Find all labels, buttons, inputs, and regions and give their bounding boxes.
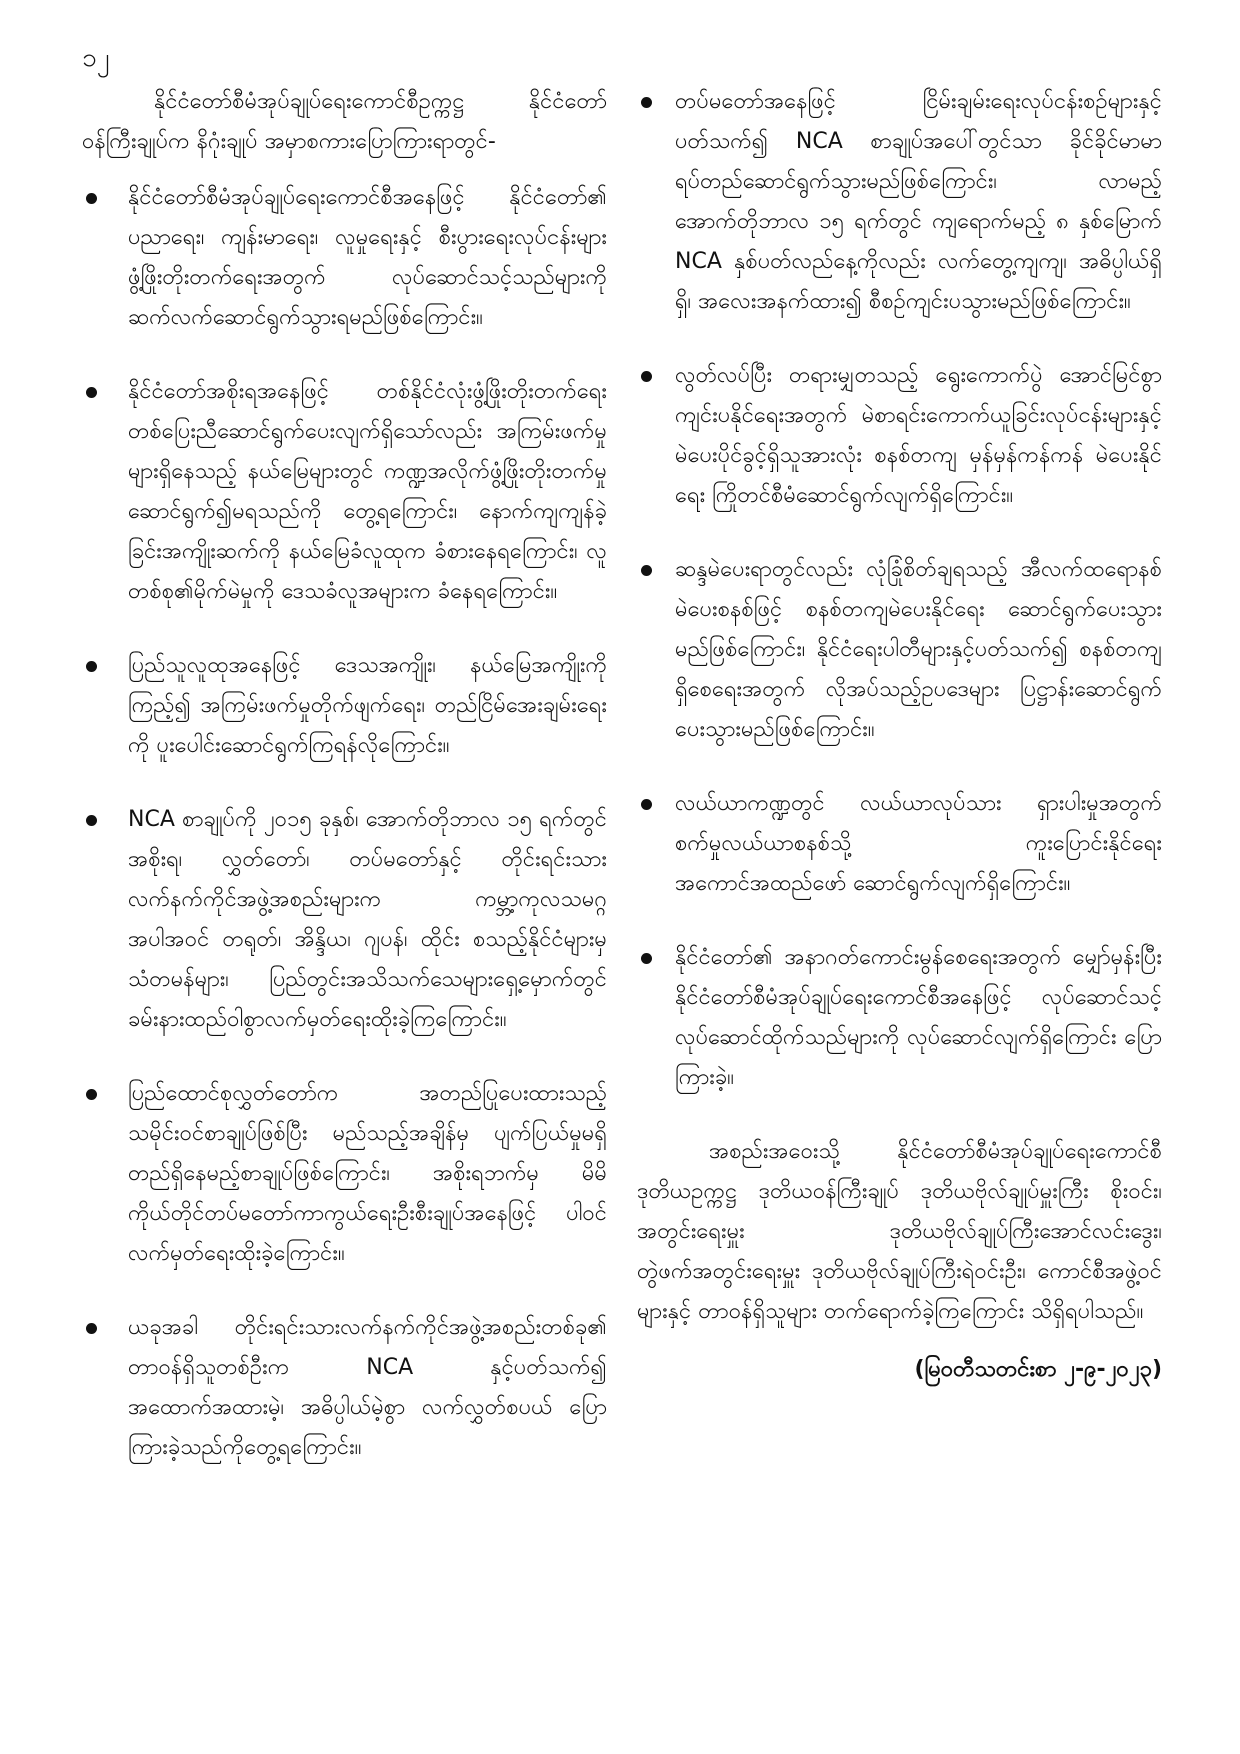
right-bullet-list xyxy=(637,82,1162,1098)
bullet-item: လယ်ယာကဏ္ဍတွင် လယ်ယာလုပ်သား ရှားပါးမှုအတွက် စက်မှုလယ်ယာစနစ်သို့ ကူးပြောင်းနိုင်ရေး အကောင်အထည်ဖော် ဆောင်ရွက်လျက်ရှိကြောင်း။ xyxy=(637,784,1162,904)
bullet-item: နိုင်ငံတော်၏ အနာဂတ်ကောင်းမွန်စေရေးအတွက် မျှော်မှန်းပြီး နိုင်ငံတော်စီမံအုပ်ချုပ်ရေးကောင်စီအနေဖြင့် လုပ်ဆောင်သင့် လုပ်ဆောင်ထိုက်သည်များကို လုပ်ဆောင်လျက်ရှိကြောင်း ပြောကြားခဲ့။ xyxy=(637,938,1162,1098)
bullet-item: နိုင်ငံတော်စီမံအုပ်ချုပ်ရေးကောင်စီအနေဖြင့် နိုင်ငံတော်၏ ပညာရေး၊ ကျန်းမာရေး၊ လူမှုရေးနှင့် စီးပွားရေးလုပ်ငန်းများ ဖွံ့ဖြိုးတိုးတက်ရေးအတွက် လုပ်ဆောင်သင့်သည်များကို ဆက်လက်ဆောင်ရွက်သွားရမည်ဖြစ်ကြောင်း။ xyxy=(82,178,607,338)
source-citation: (မြဝတီသတင်းစာ ၂-၉-၂၀၂၃) xyxy=(914,1357,1162,1382)
bullet-item: ယခုအခါ တိုင်းရင်းသားလက်နက်ကိုင်အဖွဲ့အစည်းတစ်ခု၏ တာဝန်ရှိသူတစ်ဦးက NCA နှင့်ပတ်သက်၍ အထောက်အထားမဲ့၊ အဓိပ္ပါယ်မဲ့စွာ လက်လွှတ်စပယ် ပြောကြားခဲ့သည်ကိုတွေ့ရကြောင်း။ xyxy=(82,1308,607,1468)
left-bullet-list xyxy=(82,178,607,1468)
closing-paragraph: အစည်းအဝေးသို့ နိုင်ငံတော်စီမံအုပ်ချုပ်ရေးကောင်စီ ဒုတိယဥက္ကဋ္ဌ ဒုတိယဝန်ကြီးချုပ် ဒုတိယဗိုလ်ချုပ်မှူးကြီး စိုးဝင်း၊ အတွင်းရေးမှူး ဒုတိယဗိုလ်ချုပ်ကြီးအောင်လင်းဒွေး၊ တွဲဖက်အတွင်းရေးမှူး ဒုတိယဗိုလ်ချုပ်ကြီးရဲဝင်းဦး၊ ကောင်စီအဖွဲ့ဝင်များနှင့် တာဝန်ရှိသူများ တက်ရောက်ခဲ့ကြကြောင်း သိရှိရပါသည်။ xyxy=(637,1139,1162,1324)
bullet-item: တပ်မတော်အနေဖြင့် ငြိမ်းချမ်းရေးလုပ်ငန်းစဉ်များနှင့်ပတ်သက်၍ NCA စာချုပ်အပေါ်တွင်သာ ခိုင်ခိုင်မာမာရပ်တည်ဆောင်ရွက်သွားမည်ဖြစ်ကြောင်း၊ လာမည့်အောက်တိုဘာလ ၁၅ ရက်တွင် ကျရောက်မည့် ၈ နှစ်မြောက် NCA နှစ်ပတ်လည်နေ့ကိုလည်း လက်တွေ့ကျကျ၊ အဓိပ္ပါယ်ရှိရှိ၊ အလေးအနက်ထား၍ စီစဉ်ကျင်းပသွားမည်ဖြစ်ကြောင်း။ xyxy=(637,82,1162,322)
bullet-item: ပြည်ထောင်စုလွှတ်တော်က အတည်ပြုပေးထားသည့် သမိုင်းဝင်စာချုပ်ဖြစ်ပြီး မည်သည့်အချိန်မှ ပျက်ပြယ်မှုမရှိ တည်ရှိနေမည့်စာချုပ်ဖြစ်ကြောင်း၊ အစိုးရဘက်မှ မိမိကိုယ်တိုင်တပ်မတော်ကာကွယ်ရေးဦးစီးချုပ်အနေဖြင့် ပါဝင်လက်မှတ်ရေးထိုးခဲ့ကြောင်း။ xyxy=(82,1074,607,1274)
left-column xyxy=(82,82,607,1722)
bullet-item: နိုင်ငံတော်အစိုးရအနေဖြင့် တစ်နိုင်ငံလုံးဖွံ့ဖြိုးတိုးတက်ရေး တစ်ပြေးညီဆောင်ရွက်ပေးလျက်ရှိသော်လည်း အကြမ်းဖက်မှုများရှိနေသည့် နယ်မြေများတွင် ကဏ္ဍအလိုက်ဖွံ့ဖြိုးတိုးတက်မှု ဆောင်ရွက်၍မရသည်ကို တွေ့ရကြောင်း၊ နောက်ကျကျန်ခဲ့ခြင်းအကျိုးဆက်ကို နယ်မြေခံလူထုက ခံစားနေရကြောင်း၊ လူတစ်စု၏မိုက်မဲမှုကို ဒေသခံလူအများက ခံနေရကြောင်း။ xyxy=(82,372,607,612)
bullet-item: ဆန္ဒမဲပေးရာတွင်လည်း လုံခြုံစိတ်ချရသည့် အီလက်ထရောနစ်မဲပေးစနစ်ဖြင့် စနစ်တကျမဲပေးနိုင်ရေး ဆောင်ရွက်ပေးသွားမည်ဖြစ်ကြောင်း၊ နိုင်ငံရေးပါတီများနှင့်ပတ်သက်၍ စနစ်တကျရှိစေရေးအတွက် လိုအပ်သည့်ဥပဒေများ ပြဋ္ဌာန်းဆောင်ရွက်ပေးသွားမည်ဖြစ်ကြောင်း။ xyxy=(637,550,1162,750)
article-body xyxy=(82,82,1162,1722)
page-number: ၁၂ xyxy=(82,43,110,73)
intro-paragraph: နိုင်ငံတော်စီမံအုပ်ချုပ်ရေးကောင်စီဥက္ကဋ္ဌ နိုင်ငံတော်ဝန်ကြီးချုပ်က နိဂုံးချုပ် အမှာစကားပြောကြားရာတွင်- xyxy=(82,89,607,154)
bullet-item: လွတ်လပ်ပြီး တရားမျှတသည့် ရွေးကောက်ပွဲ အောင်မြင်စွာကျင်းပနိုင်ရေးအတွက် မဲစာရင်းကောက်ယူခြင်းလုပ်ငန်းများနှင့် မဲပေးပိုင်ခွင့်ရှိသူအားလုံး စနစ်တကျ မှန်မှန်ကန်ကန် မဲပေးနိုင်ရေး ကြိုတင်စီမံဆောင်ရွက်လျက်ရှိကြောင်း။ xyxy=(637,356,1162,516)
bullet-item: ပြည်သူလူထုအနေဖြင့် ဒေသအကျိုး၊ နယ်မြေအကျိုးကို ကြည့်၍ အကြမ်းဖက်မှုတိုက်ဖျက်ရေး၊ တည်ငြိမ်အေးချမ်းရေးကို ပူးပေါင်းဆောင်ရွက်ကြရန်လိုကြောင်း။ xyxy=(82,646,607,766)
bullet-item: NCA စာချုပ်ကို ၂၀၁၅ ခုနှစ်၊ အောက်တိုဘာလ ၁၅ ရက်တွင် အစိုးရ၊ လွှတ်တော်၊ တပ်မတော်နှင့် တိုင်းရင်းသားလက်နက်ကိုင်အဖွဲ့အစည်းများက ကမ္ဘာ့ကုလသမဂ္ဂ အပါအဝင် တရုတ်၊ အိန္ဒိယ၊ ဂျပန်၊ ထိုင်း စသည့်နိုင်ငံများမှ သံတမန်များ၊ ပြည်တွင်းအသိသက်သေများရှေ့မှောက်တွင် ခမ်းနားထည်ဝါစွာလက်မှတ်ရေးထိုးခဲ့ကြကြောင်း။ xyxy=(82,800,607,1040)
right-column xyxy=(637,82,1162,1722)
